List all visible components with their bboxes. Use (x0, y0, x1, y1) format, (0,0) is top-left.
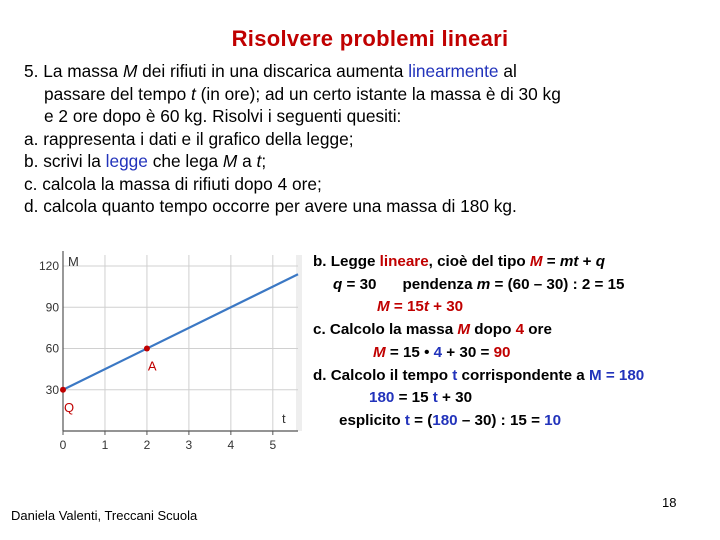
value-180: 180 (432, 411, 458, 429)
var-m: M (529, 253, 543, 270)
solution-line-2 (313, 274, 718, 297)
solution-line-3 (313, 296, 718, 319)
point-label-a: A (147, 358, 157, 374)
text: = (60 – 30) : 2 = 15 (490, 275, 625, 293)
text: = 15 • (385, 343, 434, 361)
text: a (237, 151, 257, 171)
keyword-lineare: lineare (379, 253, 429, 270)
text: passare del tempo (44, 83, 191, 104)
line-graph (30, 247, 302, 455)
text: = 15 (389, 298, 424, 316)
solution-line-7 (313, 387, 718, 410)
text: che lega (147, 151, 223, 171)
text: b. scrivi la (24, 151, 106, 171)
text: = 15 (394, 389, 433, 407)
var-mt: mt (559, 253, 579, 270)
data-point-a (144, 346, 150, 352)
problem-text (24, 60, 714, 218)
question-b (24, 150, 714, 173)
text: = 30 (342, 275, 377, 293)
var-m: M (122, 61, 138, 81)
solution-text (313, 251, 718, 433)
solution-line-5 (313, 342, 718, 365)
text: esplicito (339, 411, 405, 429)
problem-line-3: e 2 ore dopo è 60 kg. Risolvi i seguenti quesiti: (44, 106, 402, 126)
text: + 30 = (442, 343, 494, 361)
text: pendenza (402, 275, 477, 293)
x-tick-label: 2 (143, 438, 151, 452)
text: al (498, 61, 517, 81)
y-tick-label: 60 (45, 341, 59, 356)
footer-author: Daniela Valenti, Treccani Scuola (11, 508, 198, 523)
value-m-180: M = 180 (588, 366, 645, 384)
question-a: a. rappresenta i dati e il grafico della legge; (24, 128, 354, 149)
graph-edge-panel (296, 255, 302, 431)
problem-line-1 (24, 60, 714, 83)
solution-line-8 (313, 410, 718, 433)
text: ; (261, 151, 267, 171)
var-m: m (476, 275, 491, 293)
text: b. Legge (313, 253, 380, 270)
value-10: 10 (544, 411, 562, 429)
var-m: M (457, 321, 471, 339)
question-d: d. calcola quanto tempo occorre per avere una massa di 180 kg. (24, 196, 517, 216)
text: = (542, 253, 560, 270)
x-tick-label: 0 (59, 438, 67, 452)
var-m: M (377, 298, 390, 316)
keyword-linearmente: linearmente (408, 61, 499, 81)
var-q: q (333, 275, 343, 293)
text: = ( (409, 411, 433, 429)
text: dopo (470, 321, 516, 339)
page-number: 18 (662, 495, 677, 510)
text: , cioè del tipo (428, 253, 530, 270)
var-m: M (222, 151, 238, 171)
solution-line-4 (313, 319, 718, 342)
var-t: t (423, 298, 429, 316)
solution-line-6 (313, 365, 718, 388)
y-tick-label: 30 (45, 382, 59, 397)
text: + 30 (428, 298, 464, 316)
text: + (578, 253, 596, 270)
x-axis-label: t (282, 411, 286, 426)
var-t: t (432, 389, 438, 407)
x-tick-label: 3 (185, 438, 193, 452)
value-90: 90 (493, 343, 511, 361)
text: (in ore); ad un certo istante la massa è di 30 kg (195, 83, 561, 104)
text: 5. La massa (24, 61, 123, 81)
y-tick-label: 90 (45, 300, 59, 315)
text: c. Calcolo la massa (313, 321, 458, 339)
text: d. Calcolo il tempo (313, 366, 453, 384)
var-t: t (256, 151, 262, 171)
question-c: c. calcola la massa di rifiuti dopo 4 ore; (24, 173, 322, 194)
var-t: t (190, 83, 196, 104)
value-4: 4 (515, 321, 525, 339)
var-m: M (373, 343, 386, 361)
x-tick-label: 1 (101, 438, 109, 452)
text: corrispondente a (457, 366, 589, 384)
point-label-q: Q (64, 399, 75, 415)
data-point-q (60, 387, 66, 393)
series-line (63, 274, 298, 390)
problem-line-2 (24, 83, 714, 106)
x-tick-label: 5 (269, 438, 277, 452)
var-t: t (452, 366, 458, 384)
text: ore (524, 321, 552, 339)
text: dei rifiuti in una discarica aumenta (137, 61, 409, 81)
var-q: q (595, 253, 606, 270)
value-4: 4 (433, 343, 443, 361)
text: – 30) : 15 = (457, 411, 545, 429)
y-axis-label: M (68, 254, 79, 269)
slide-title: Risolvere problemi lineari (231, 26, 509, 51)
solution-line-1 (313, 251, 718, 274)
keyword-legge: legge (105, 151, 148, 171)
value-180: 180 (369, 389, 395, 407)
x-tick-label: 4 (227, 438, 235, 452)
y-tick-label: 120 (38, 259, 59, 273)
var-t: t (404, 411, 410, 429)
text: + 30 (437, 389, 473, 407)
